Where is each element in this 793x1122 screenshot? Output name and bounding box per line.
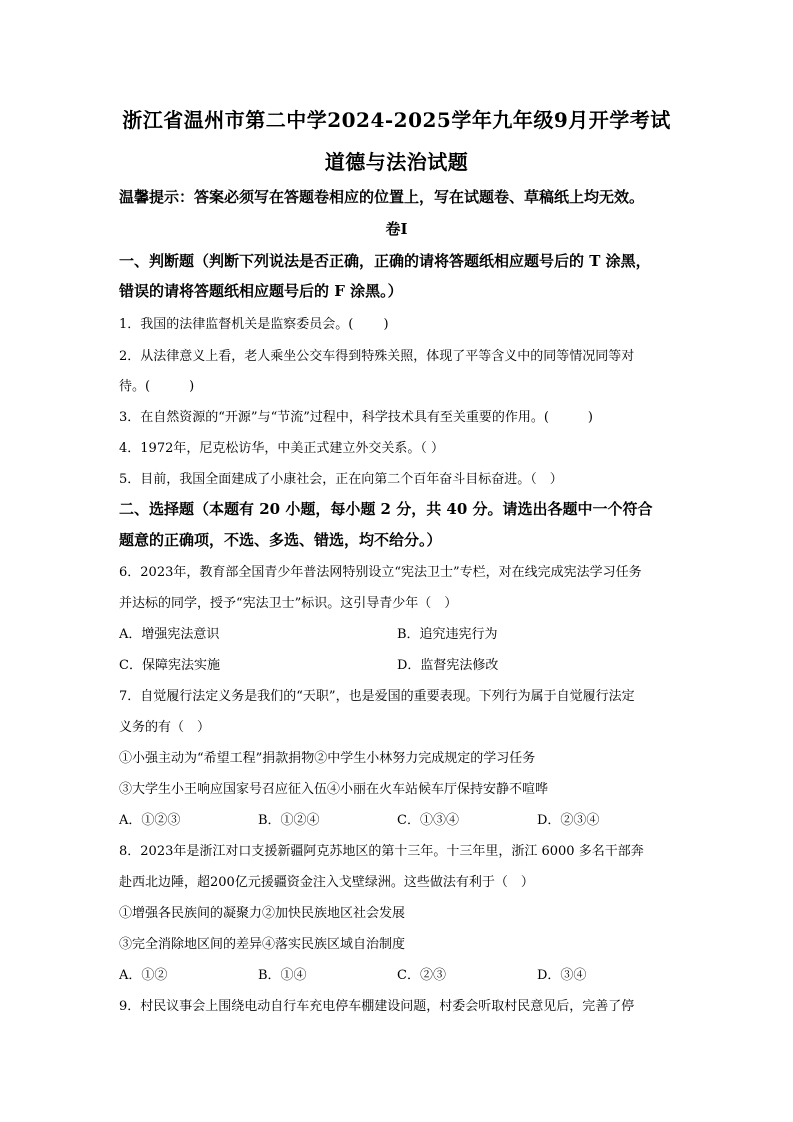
exam-title-line1: 浙江省温州市第二中学2024-2025学年九年级9月开学考试 [122, 108, 671, 132]
question-8-statements-1: ①增强各民族间的凝聚力②加快民族地区社会发展 [119, 906, 406, 921]
question-8-line2: 赴西北边陲，超200亿元援疆资金注入戈壁绿洲。这些做法有利于（ ） [119, 875, 534, 890]
question-8-option-c: C．②③ [397, 968, 446, 983]
question-8-line1: 8．2023年是浙江对口支援新疆阿克苏地区的第十三年。十三年里，浙江 6000 多名干部奔 [119, 844, 644, 859]
question-6-option-c: C．保障宪法实施 [119, 658, 220, 673]
question-1: 1．我国的法律监督机关是监察委员会。( ) [119, 317, 389, 332]
question-8-option-b: B．①④ [258, 968, 307, 983]
question-6-option-b: B．追究违宪行为 [397, 627, 498, 642]
section1-heading-line2: 错误的请将答题纸相应题号后的 F 涂黑。） [119, 282, 403, 300]
question-4: 4．1972年，尼克松访华，中美正式建立外交关系。（ ） [119, 441, 444, 456]
question-7-statements-2: ③大学生小王响应国家号召应征入伍④小丽在火车站候车厅保持安静不喧哗 [119, 782, 549, 797]
question-7-option-c: C．①③④ [397, 813, 459, 828]
question-2-line1: 2．从法律意义上看，老人乘坐公交车得到特殊关照，体现了平等含义中的同等情况同等对 [119, 349, 635, 364]
question-7-option-b: B．①②④ [258, 813, 320, 828]
warm-tip: 温馨提示：答案必须写在答题卷相应的位置上，写在试题卷、草稿纸上均无效。 [119, 188, 645, 206]
question-9-line1: 9．村民议事会上围绕电动自行车充电停车棚建设问题，村委会听取村民意见后，完善了停 [119, 999, 635, 1014]
section1-heading-line1: 一、判断题（判断下列说法是否正确，正确的请将答题纸相应题号后的 T 涂黑， [119, 252, 651, 270]
question-7-line1: 7．自觉履行法定义务是我们的“天职”，也是爱国的重要表现。下列行为属于自觉履行法定 [119, 689, 635, 704]
question-2-line2: 待。( ) [119, 379, 195, 394]
section2-heading-line1: 二、选择题（本题有 20 小题，每小题 2 分，共 40 分。请选出各题中一个符合 [119, 500, 653, 518]
question-8-statements-2: ③完全消除地区间的差异④落实民族区域自治制度 [119, 937, 406, 952]
question-8-option-a: A．①② [119, 968, 168, 983]
question-6-option-a: A．增强宪法意识 [119, 627, 220, 642]
question-6-line2: 并达标的同学，授予“宪法卫士”标识。这引导青少年（ ） [119, 596, 458, 611]
question-6-line1: 6．2023年，教育部全国青少年普法网特别设立“宪法卫士”专栏，对在线完成宪法学习任务 [119, 565, 642, 580]
section2-heading-line2: 题意的正确项，不选、多选、错选，均不给分。） [119, 531, 442, 549]
question-6-option-d: D．监督宪法修改 [397, 658, 499, 673]
question-5: 5．目前，我国全面建成了小康社会，正在向第二个百年奋斗目标奋进。（ ） [119, 472, 563, 487]
question-3: 3．在自然资源的“开源”与“节流”过程中，科学技术具有至关重要的作用。( ) [119, 410, 593, 425]
question-7-option-a: A．①②③ [119, 813, 181, 828]
question-7-statements-1: ①小强主动为“希望工程”捐款捐物②中学生小林努力完成规定的学习任务 [119, 751, 536, 766]
volume-label: 卷I [385, 220, 408, 238]
question-8-option-d: D．③④ [537, 968, 587, 983]
exam-title-line2: 道德与法治试题 [324, 150, 469, 174]
question-7-line2: 义务的有（ ） [119, 720, 211, 735]
question-7-option-d: D．②③④ [537, 813, 600, 828]
